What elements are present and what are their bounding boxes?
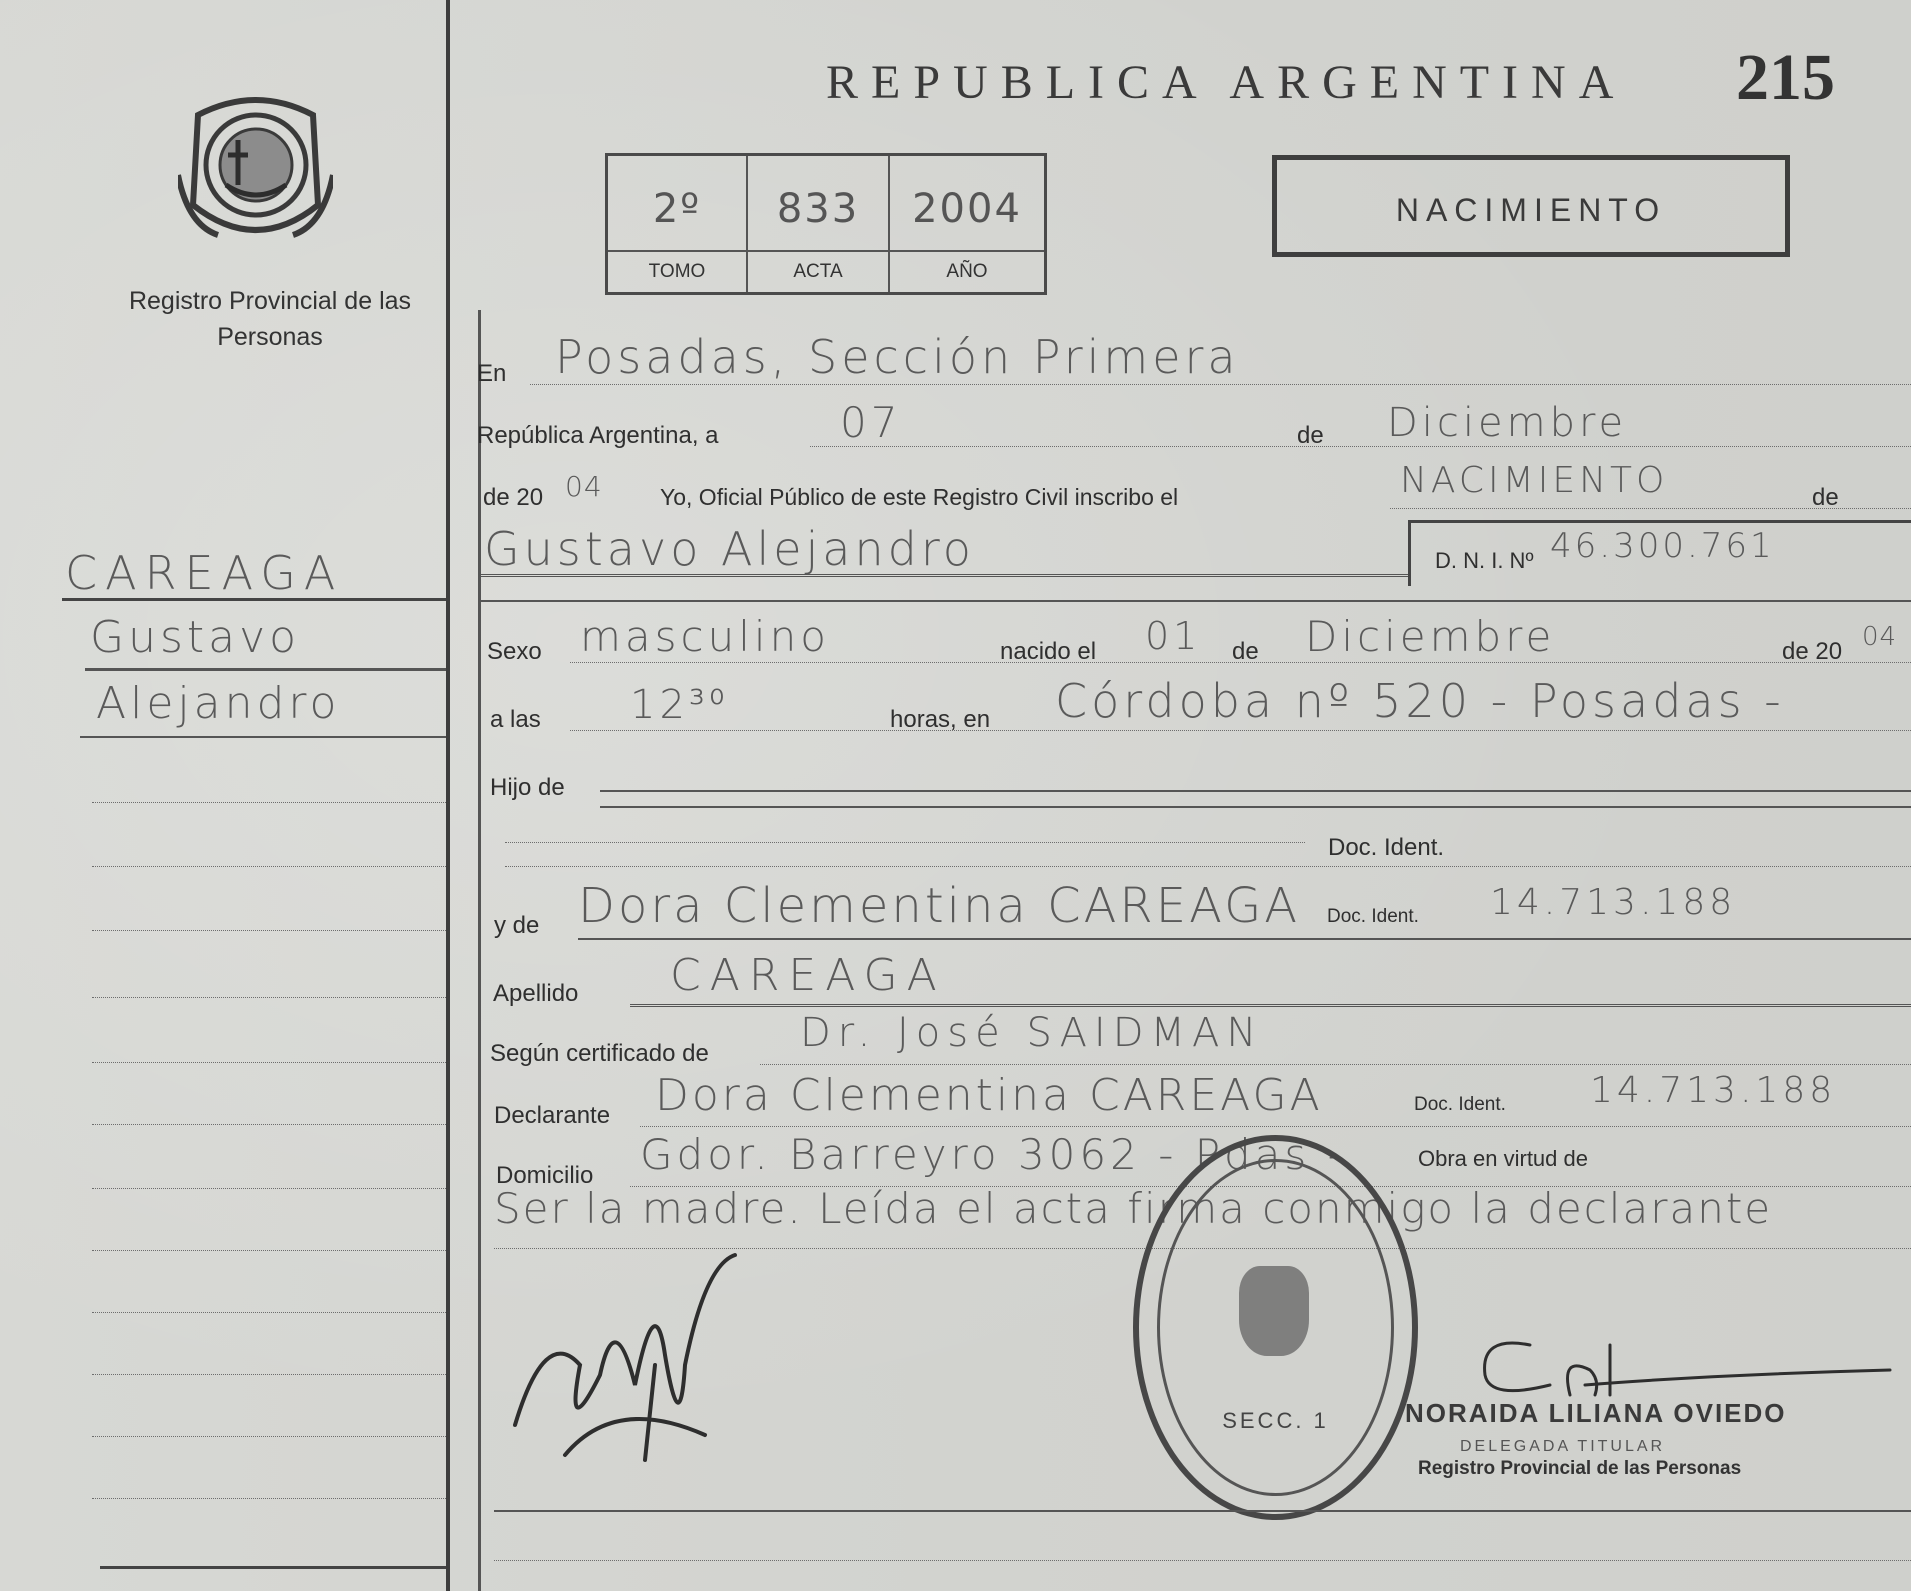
label-dni: D. N. I. Nº	[1435, 548, 1534, 573]
margin-line	[92, 1312, 446, 1313]
line-republica	[810, 446, 1911, 447]
line-y-de	[578, 938, 1911, 940]
document-type-box: NACIMIENTO	[1272, 155, 1790, 257]
label-de: de	[1297, 422, 1324, 449]
field-madre-doc: 14.713.188	[1490, 882, 1737, 923]
margin-line	[92, 1436, 446, 1437]
field-certificado: Dr. José SAIDMAN	[800, 1010, 1264, 1056]
field-dia: 07	[840, 398, 902, 447]
label-nacido: nacido el	[1000, 638, 1097, 665]
label-de-20b: de 20	[1782, 638, 1843, 665]
section-rule	[480, 600, 1911, 602]
label-de2: de	[1812, 484, 1839, 511]
field-nacido-dia: 01	[1145, 614, 1202, 658]
field-sexo: masculino	[580, 612, 830, 661]
field-nacido-ano: 04	[1862, 622, 1898, 652]
field-lugar-nac: Córdoba nº 520 - Posadas -	[1055, 674, 1785, 728]
line-doc	[505, 866, 1911, 867]
field-domicilio: Gdor. Barreyro 3062 - Pdas -	[640, 1130, 1347, 1179]
bottom-line	[494, 1510, 1911, 1512]
margin-line	[92, 1062, 446, 1063]
margin-line	[92, 1124, 446, 1125]
ano-value: 2004	[912, 186, 1022, 232]
field-declarante-doc: 14.713.188	[1590, 1070, 1837, 1111]
stamp-text: SECC. 1	[1222, 1408, 1329, 1433]
acta-value: 833	[776, 186, 860, 232]
label-a-las: a las	[490, 706, 541, 733]
field-ano-suffix: 04	[565, 470, 603, 503]
margin-line	[92, 997, 446, 998]
tomo-cell	[608, 156, 748, 292]
ano-label: AÑO	[890, 250, 1044, 292]
label-doc-ident-3: Doc. Ident.	[1414, 1094, 1506, 1115]
margin-line	[92, 1498, 446, 1499]
field-nacido-mes: Diciembre	[1305, 612, 1556, 661]
registry-seal-icon	[178, 85, 333, 250]
margin-line	[85, 668, 446, 671]
label-en: En	[477, 360, 507, 387]
line-en	[530, 384, 1911, 385]
line-apellido	[630, 1004, 1911, 1007]
field-mes: Diciembre	[1387, 400, 1628, 446]
acta-reference-box	[605, 153, 1047, 295]
margin-given-2: Alejandro	[96, 678, 341, 729]
margin-line	[92, 930, 446, 931]
label-doc-ident: Doc. Ident.	[1328, 834, 1445, 861]
line-declarante	[640, 1126, 1911, 1127]
tomo-value: 2º	[652, 186, 702, 232]
line-padre	[505, 842, 1305, 843]
declarant-signature-icon	[505, 1245, 765, 1470]
line-nombre	[480, 574, 1408, 577]
margin-surname: CAREAGA	[65, 546, 344, 600]
label-declarante: Declarante	[494, 1102, 611, 1129]
margin-line	[92, 866, 446, 867]
label-horas: horas, en	[890, 706, 991, 733]
margin-line	[92, 802, 446, 803]
label-doc-ident-2: Doc. Ident.	[1327, 906, 1419, 927]
label-republica: República Argentina, a	[477, 422, 719, 449]
officer-role: DELEGADA TITULAR	[1460, 1438, 1666, 1455]
acta-cell	[748, 156, 890, 292]
field-lugar: Posadas, Sección Primera	[555, 330, 1240, 384]
label-domicilio: Domicilio	[496, 1162, 594, 1189]
margin-given-1: Gustavo	[90, 612, 301, 663]
label-yo: Yo, Oficial Público de este Registro Civil inscribo el	[660, 484, 1179, 510]
margin-line	[80, 736, 446, 738]
field-hora: 12³⁰	[630, 682, 729, 728]
stamp-emblem-icon	[1239, 1266, 1309, 1356]
field-madre: Dora Clementina CAREAGA	[578, 878, 1301, 934]
field-tipo: NACIMIENTO	[1400, 460, 1669, 501]
label-apellido: Apellido	[493, 980, 579, 1007]
label-obra: Obra en virtud de	[1418, 1146, 1588, 1171]
label-hijo: Hijo de	[490, 774, 565, 801]
officer-registry: Registro Provincial de las Personas	[1418, 1458, 1742, 1479]
registry-title: Registro Provincial de las Personas	[128, 287, 412, 351]
inner-margin-rule	[478, 310, 481, 1591]
margin-line	[92, 1374, 446, 1375]
line-yo	[1390, 508, 1911, 509]
ano-cell	[890, 156, 1044, 292]
line-a-las	[570, 730, 1911, 731]
page-number: 215	[1736, 41, 1835, 114]
left-margin-rule	[446, 0, 450, 1591]
margin-line	[100, 1566, 446, 1569]
margin-line	[62, 598, 446, 601]
label-segun: Según certificado de	[490, 1040, 709, 1067]
official-stamp	[1133, 1135, 1418, 1520]
label-de3: de	[1232, 638, 1259, 665]
field-declarante: Dora Clementina CAREAGA	[655, 1070, 1323, 1121]
line-sexo	[570, 662, 1911, 663]
margin-line	[92, 1250, 446, 1251]
margin-line	[92, 1188, 446, 1189]
acta-label: ACTA	[748, 250, 888, 292]
field-apellido: CAREAGA	[670, 950, 946, 1001]
label-de-20: de 20	[483, 484, 544, 511]
line-hijo-2	[600, 806, 1911, 808]
tomo-label: TOMO	[608, 250, 746, 292]
field-dni: 46.300.761	[1550, 526, 1775, 566]
field-obra: Ser la madre. Leída el acta firma conmigo la declarante	[494, 1184, 1773, 1233]
line-segun	[760, 1064, 1911, 1065]
label-sexo: Sexo	[487, 638, 542, 665]
officer-name: NORAIDA LILIANA OVIEDO	[1405, 1398, 1787, 1428]
country-title: REPUBLICA ARGENTINA	[826, 56, 1627, 109]
line-hijo	[600, 790, 1911, 792]
bottom-line-2	[494, 1560, 1911, 1561]
label-y-de: y de	[494, 912, 540, 939]
field-nombre: Gustavo Alejandro	[484, 522, 975, 576]
officer-signature-icon	[1460, 1335, 1900, 1405]
